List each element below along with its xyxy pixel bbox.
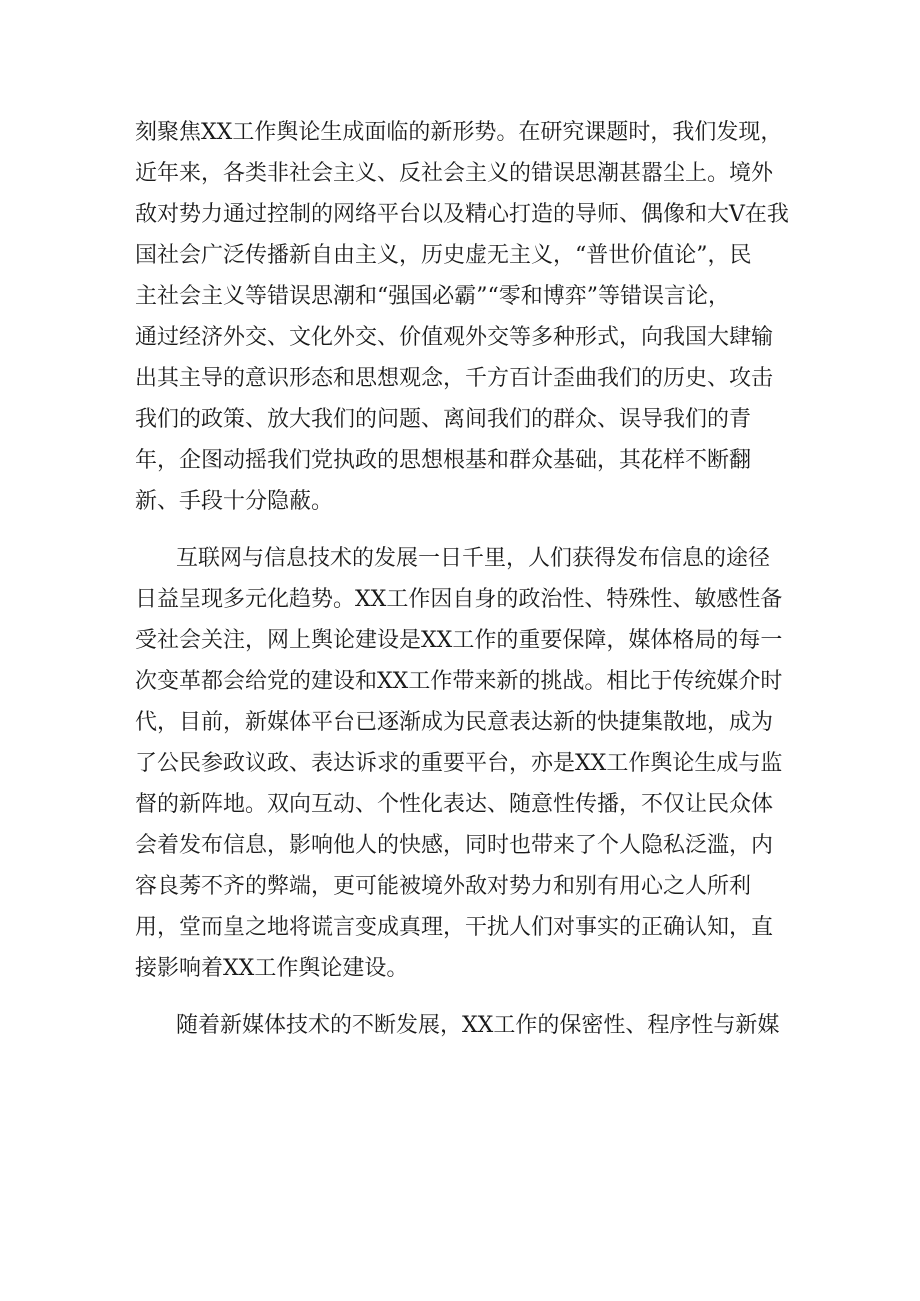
text-line: 敌对势力通过控制的网络平台以及精心打造的导师、偶像和大V在我	[135, 202, 789, 227]
text-line: 受社会关注，网上舆论建设是XX工作的重要保障，媒体格局的每一	[135, 628, 783, 653]
text-line: 通过经济外交、文化外交、价值观外交等多种形式，向我国大肆输	[135, 325, 774, 350]
text-line: 日益呈现多元化趋势。XX工作因自身的政治性、特殊性、敏感性备	[135, 587, 783, 612]
text-line-first: 互联网与信息技术的发展一日千里，人们获得发布信息的途径	[176, 546, 771, 571]
paragraph-1	[135, 112, 789, 522]
text-line: 刻聚焦XX工作舆论生成面临的新形势。在研究课题时，我们发现，	[135, 120, 783, 145]
paragraph-2	[135, 538, 783, 989]
text-line: 主社会主义等错误思潮和“强国必霸”“零和博弈”等错误言论，	[135, 284, 730, 309]
text-line: 督的新阵地。双向互动、个性化表达、随意性传播，不仅让民众体	[135, 792, 774, 817]
text-line-first: 随着新媒体技术的不断发展，XX工作的保密性、程序性与新媒	[176, 1013, 780, 1038]
text-line: 会着发布信息，影响他人的快感，同时也带来了个人隐私泛滥，内	[135, 833, 774, 858]
text-line: 新、手段十分隐蔽。	[135, 489, 334, 514]
text-line: 接影响着XX工作舆论建设。	[135, 956, 409, 981]
text-line: 代，目前，新媒体平台已逐渐成为民意表达新的快捷集散地，成为	[135, 710, 774, 735]
paragraph-3	[135, 1005, 780, 1046]
text-line: 出其主导的意识形态和思想观念，千方百计歪曲我们的历史、攻击	[135, 366, 774, 391]
document-body	[135, 112, 789, 1046]
text-line: 近年来，各类非社会主义、反社会主义的错误思潮甚嚣尘上。境外	[135, 161, 774, 186]
text-line: 容良莠不齐的弊端，更可能被境外敌对势力和别有用心之人所利	[135, 874, 752, 899]
text-line: 年，企图动摇我们党执政的思想根基和群众基础，其花样不断翻	[135, 448, 752, 473]
text-line: 国社会广泛传播新自由主义，历史虚无主义，“普世价值论”，民	[135, 243, 752, 268]
text-line: 用，堂而皇之地将谎言变成真理，干扰人们对事实的正确认知，直	[135, 915, 774, 940]
text-line: 了公民参政议政、表达诉求的重要平台，亦是XX工作舆论生成与监	[135, 751, 783, 776]
text-line: 次变革都会给党的建设和XX工作带来新的挑战。相比于传统媒介时	[135, 669, 783, 694]
paragraph-spacer	[135, 989, 775, 1005]
text-line: 我们的政策、放大我们的问题、离间我们的群众、误导我们的青	[135, 407, 752, 432]
paragraph-spacer	[135, 522, 775, 538]
